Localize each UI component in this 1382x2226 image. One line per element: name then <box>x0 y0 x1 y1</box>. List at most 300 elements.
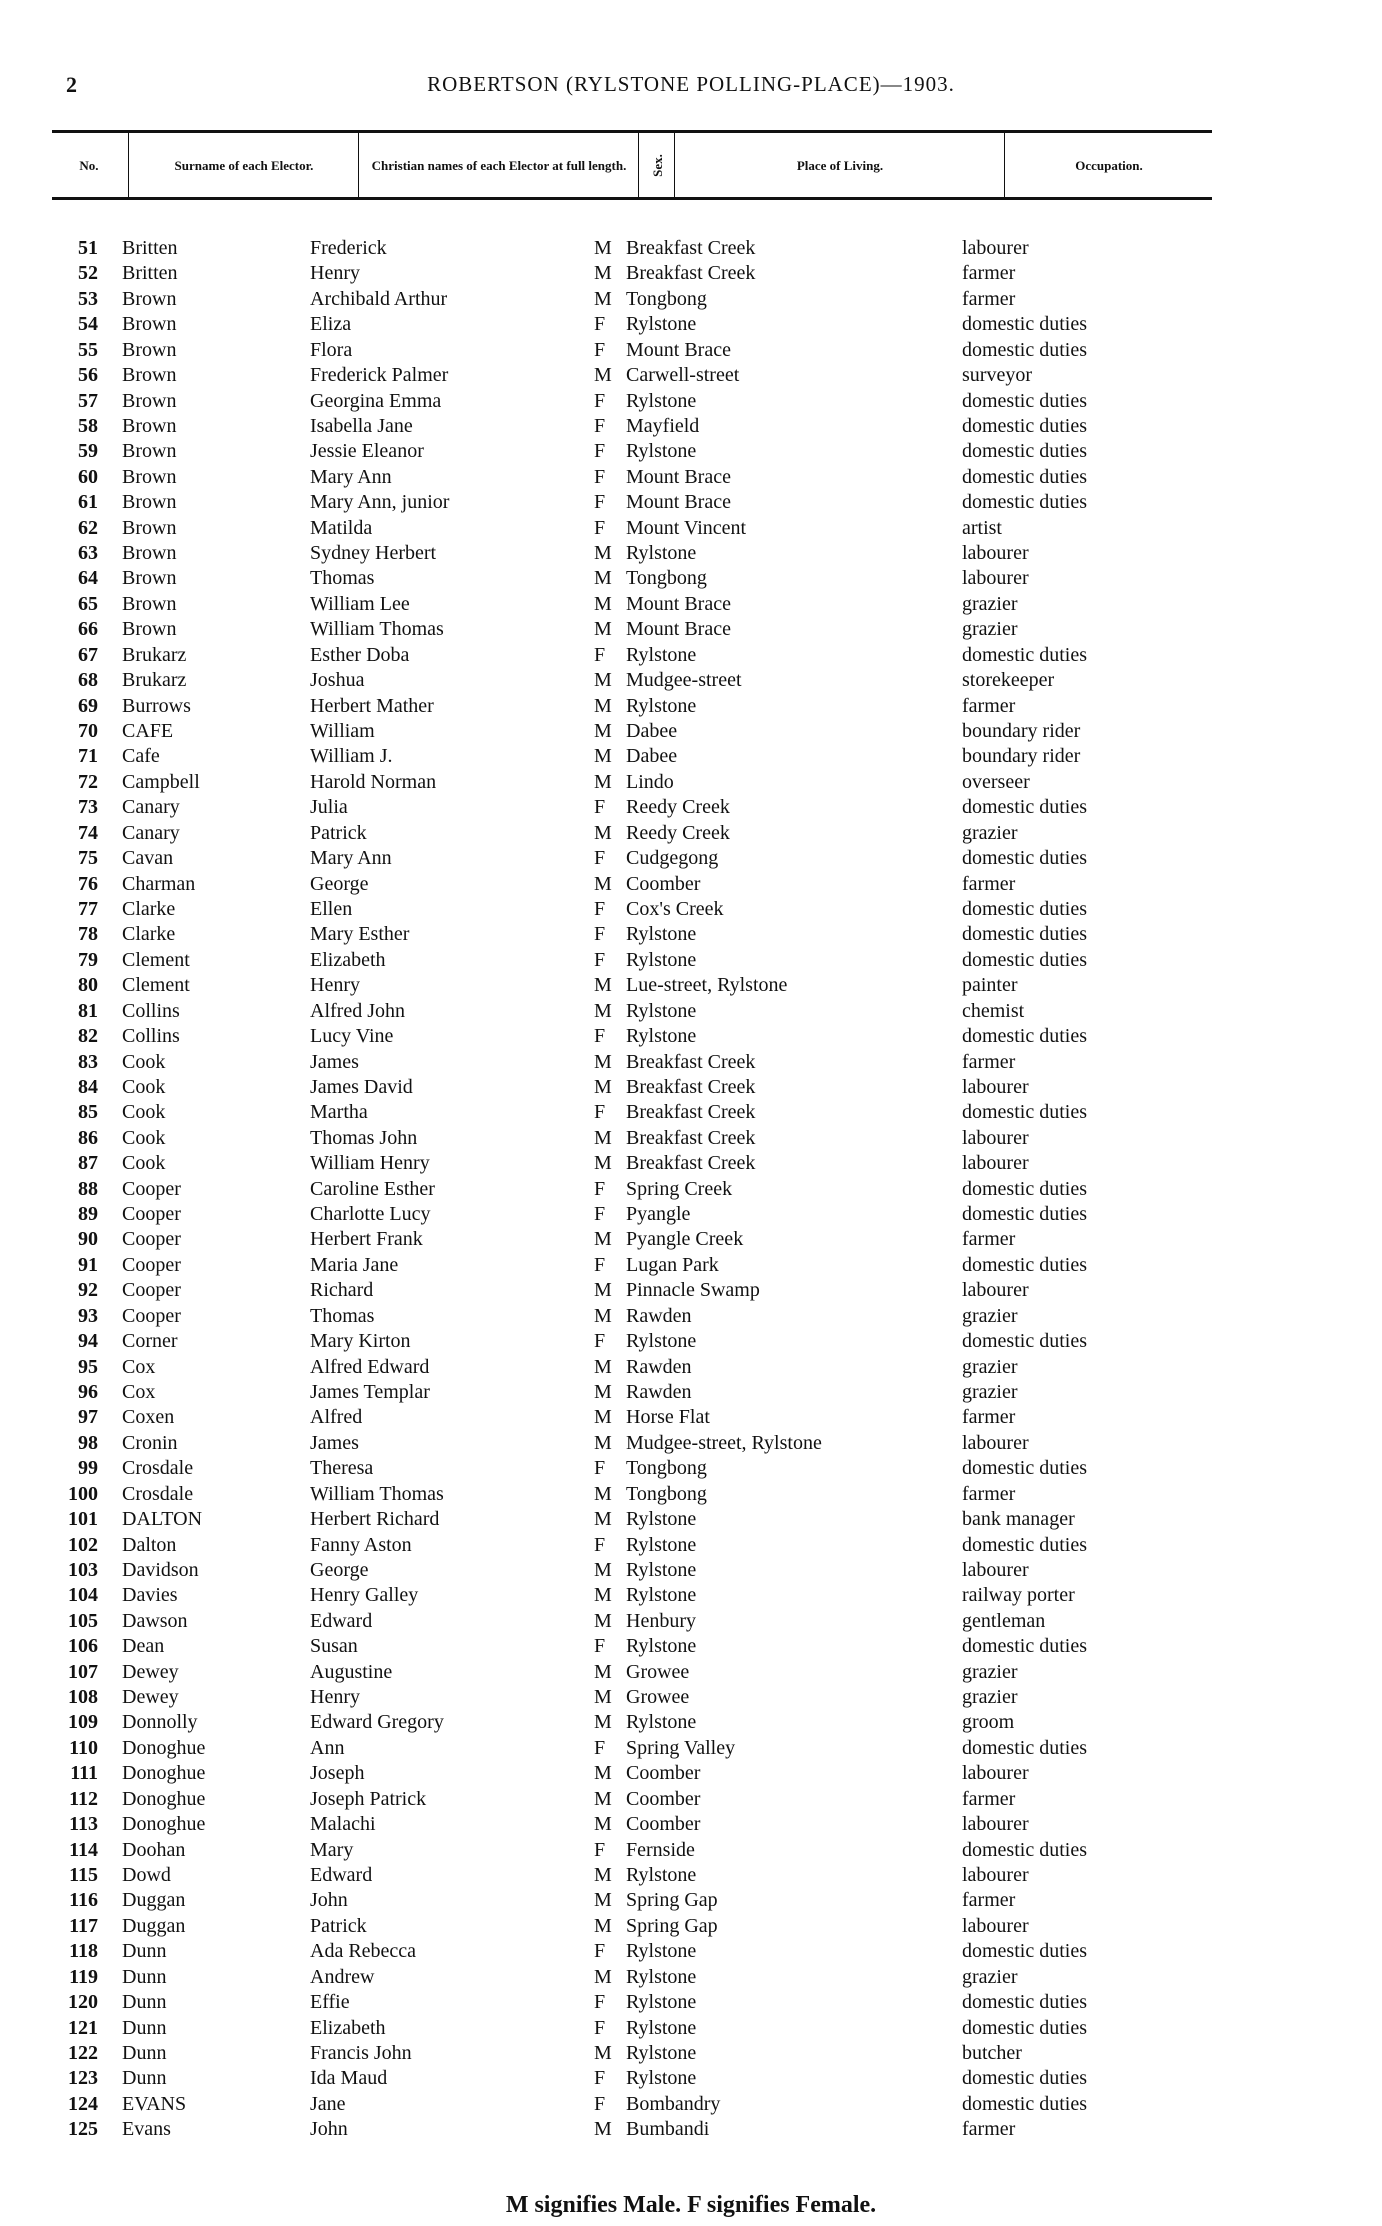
sex: F <box>594 465 606 488</box>
christian-names: John <box>310 1889 348 1912</box>
sex: F <box>594 1177 606 1200</box>
elector-number: 100 <box>68 1482 98 1505</box>
christian-names: Alfred <box>310 1406 363 1429</box>
elector-number: 55 <box>78 338 98 361</box>
elector-number: 117 <box>69 1914 98 1937</box>
christian-names: Patrick <box>310 1914 367 1937</box>
surname: Burrows <box>122 694 191 717</box>
occupation: grazier <box>962 1686 1018 1709</box>
elector-number: 83 <box>78 1050 98 1073</box>
elector-number: 87 <box>78 1152 98 1175</box>
sex: F <box>594 1330 606 1353</box>
sex: M <box>594 1431 612 1454</box>
sex: F <box>594 1940 606 1963</box>
surname: Donoghue <box>122 1813 206 1836</box>
sex: F <box>594 313 606 336</box>
place-of-living: Rylstone <box>626 1991 697 2014</box>
sex: M <box>594 1813 612 1836</box>
christian-names: Mary Esther <box>310 923 410 946</box>
table-row <box>0 1177 1382 1202</box>
elector-number: 51 <box>78 237 98 259</box>
place-of-living: Rylstone <box>626 2016 697 2039</box>
sex: M <box>594 567 612 590</box>
occupation: domestic duties <box>962 2016 1087 2039</box>
christian-names: Julia <box>310 796 348 819</box>
elector-number: 98 <box>78 1431 98 1454</box>
surname: Cooper <box>122 1279 181 1302</box>
elector-number: 70 <box>78 720 98 743</box>
sex: M <box>594 262 612 285</box>
christian-names: Mary Ann <box>310 847 392 870</box>
occupation: domestic duties <box>962 923 1087 946</box>
occupation: grazier <box>962 618 1018 641</box>
christian-names: Charlotte Lucy <box>310 1203 431 1226</box>
elector-number: 115 <box>69 1864 98 1886</box>
elector-number: 104 <box>68 1584 98 1607</box>
sex: M <box>594 1609 612 1632</box>
place-of-living: Rylstone <box>626 542 697 565</box>
table-row <box>0 1202 1382 1227</box>
table-row <box>0 1126 1382 1151</box>
surname: Dean <box>122 1635 165 1658</box>
elector-number: 76 <box>78 872 98 895</box>
occupation: domestic duties <box>962 897 1087 920</box>
surname: Brown <box>122 516 177 539</box>
table-row <box>0 1533 1382 1558</box>
elector-number: 105 <box>68 1609 98 1632</box>
christian-names: Herbert Mather <box>310 694 434 717</box>
sex: F <box>594 1457 606 1480</box>
place-of-living: Pinnacle Swamp <box>626 1279 760 1302</box>
sex: M <box>594 618 612 641</box>
christian-names: James David <box>310 1075 413 1098</box>
christian-names: Ada Rebecca <box>310 1940 417 1963</box>
place-of-living: Rylstone <box>626 440 697 463</box>
sex: M <box>594 1965 612 1988</box>
table-row <box>0 948 1382 973</box>
occupation: labourer <box>962 1762 1029 1785</box>
surname: Donoghue <box>122 1736 206 1759</box>
place-of-living: Rylstone <box>626 1711 697 1734</box>
table-row <box>0 363 1382 388</box>
surname: Cooper <box>122 1203 181 1226</box>
place-of-living: Rylstone <box>626 1635 697 1658</box>
table-row <box>0 1024 1382 1049</box>
occupation: domestic duties <box>962 2092 1087 2115</box>
table-row <box>0 2041 1382 2066</box>
elector-number: 110 <box>69 1736 98 1759</box>
surname: Donoghue <box>122 1762 206 1785</box>
table-row <box>0 1100 1382 1125</box>
sex: F <box>594 1635 606 1658</box>
elector-number: 91 <box>78 1253 98 1276</box>
place-of-living: Rawden <box>626 1355 692 1378</box>
place-of-living: Reedy Creek <box>626 821 730 844</box>
surname: Crosdale <box>122 1482 194 1505</box>
table-row <box>0 1838 1382 1863</box>
elector-number: 118 <box>69 1940 98 1963</box>
elector-number: 96 <box>78 1380 98 1403</box>
occupation: domestic duties <box>962 1991 1087 2014</box>
christian-names: Lucy Vine <box>310 1025 394 1048</box>
christian-names: William Thomas <box>310 618 444 641</box>
surname: Brown <box>122 592 177 615</box>
christian-names: Frederick <box>310 237 387 259</box>
surname: Corner <box>122 1330 178 1353</box>
sex: F <box>594 414 606 437</box>
elector-number: 113 <box>69 1813 98 1836</box>
elector-number: 112 <box>69 1787 98 1810</box>
page-number: 2 <box>66 72 77 97</box>
sex: F <box>594 1025 606 1048</box>
sex: M <box>594 1482 612 1505</box>
page-title: ROBERTSON (RYLSTONE POLLING-PLACE)—1903. <box>427 72 955 96</box>
electors-table <box>0 236 1382 2143</box>
place-of-living: Tongbong <box>626 567 707 590</box>
surname: Crosdale <box>122 1457 194 1480</box>
occupation: domestic duties <box>962 1025 1087 1048</box>
elector-number: 106 <box>68 1635 98 1658</box>
table-row <box>0 1278 1382 1303</box>
elector-number: 56 <box>78 364 98 387</box>
elector-number: 61 <box>78 491 98 514</box>
elector-number: 99 <box>78 1457 98 1480</box>
surname: Brown <box>122 440 177 463</box>
sex: M <box>594 1508 612 1531</box>
elector-number: 69 <box>78 694 98 717</box>
occupation: domestic duties <box>962 1533 1087 1556</box>
sex: M <box>594 2118 612 2141</box>
elector-number: 109 <box>68 1711 98 1734</box>
sex: F <box>594 1736 606 1759</box>
occupation: domestic duties <box>962 796 1087 819</box>
surname: Cook <box>122 1050 166 1073</box>
christian-names: Herbert Richard <box>310 1508 440 1531</box>
table-row <box>0 439 1382 464</box>
elector-number: 72 <box>78 770 98 793</box>
surname: Britten <box>122 237 178 259</box>
elector-number: 85 <box>78 1101 98 1124</box>
table-row <box>0 1405 1382 1430</box>
place-of-living: Rylstone <box>626 948 697 971</box>
place-of-living: Bombandry <box>626 2092 721 2115</box>
sex: M <box>594 1355 612 1378</box>
table-row <box>0 592 1382 617</box>
christian-names: Mary Ann <box>310 465 392 488</box>
occupation: domestic duties <box>962 440 1087 463</box>
place-of-living: Rylstone <box>626 1508 697 1531</box>
christian-names: Esther Doba <box>310 643 410 666</box>
elector-number: 74 <box>78 821 98 844</box>
place-of-living: Breakfast Creek <box>626 1050 756 1073</box>
occupation: grazier <box>962 1355 1018 1378</box>
christian-names: James Templar <box>310 1380 430 1403</box>
table-row <box>0 414 1382 439</box>
occupation: domestic duties <box>962 1177 1087 1200</box>
occupation: grazier <box>962 1304 1018 1327</box>
surname: CAFE <box>122 720 174 743</box>
elector-number: 107 <box>68 1660 98 1683</box>
table-row <box>0 795 1382 820</box>
table-row <box>0 1710 1382 1735</box>
occupation: farmer <box>962 1228 1016 1251</box>
christian-names: Henry <box>310 1686 360 1709</box>
surname: Charman <box>122 872 196 895</box>
place-of-living: Cudgegong <box>626 847 719 870</box>
table-row <box>0 1787 1382 1812</box>
table-row <box>0 1990 1382 2015</box>
elector-number: 93 <box>78 1304 98 1327</box>
table-row <box>0 1888 1382 1913</box>
christian-names: Edward <box>310 1864 373 1886</box>
place-of-living: Reedy Creek <box>626 796 730 819</box>
elector-number: 125 <box>68 2118 98 2141</box>
surname: Cooper <box>122 1228 181 1251</box>
christian-names: Caroline Esther <box>310 1177 435 1200</box>
christian-names: Henry <box>310 974 360 997</box>
place-of-living: Breakfast Creek <box>626 237 756 259</box>
christian-names: Matilda <box>310 516 373 539</box>
occupation: artist <box>962 516 1002 539</box>
surname: Cook <box>122 1101 166 1124</box>
place-of-living: Breakfast Creek <box>626 1152 756 1175</box>
christian-names: Ann <box>310 1736 345 1759</box>
occupation: farmer <box>962 694 1016 717</box>
sex: M <box>594 1126 612 1149</box>
christian-names: Elizabeth <box>310 948 386 971</box>
surname: Dunn <box>122 2016 167 2039</box>
christian-names: Herbert Frank <box>310 1228 423 1251</box>
surname: Brown <box>122 618 177 641</box>
christian-names: Edward Gregory <box>310 1711 444 1734</box>
table-row <box>0 1253 1382 1278</box>
surname: Cafe <box>122 745 160 768</box>
place-of-living: Rylstone <box>626 313 697 336</box>
elector-number: 79 <box>78 948 98 971</box>
occupation: labourer <box>962 1126 1029 1149</box>
surname: Cook <box>122 1152 166 1175</box>
sex: M <box>594 1787 612 1810</box>
place-of-living: Rawden <box>626 1304 692 1327</box>
surname: Evans <box>122 2118 171 2141</box>
christian-names: Harold Norman <box>310 770 437 793</box>
sex: F <box>594 491 606 514</box>
place-of-living: Rylstone <box>626 1558 697 1581</box>
elector-number: 75 <box>78 847 98 870</box>
occupation: domestic duties <box>962 338 1087 361</box>
christian-names: Joshua <box>310 669 365 692</box>
surname: Brukarz <box>122 669 187 692</box>
elector-number: 108 <box>68 1686 98 1709</box>
occupation: labourer <box>962 237 1029 259</box>
table-row <box>0 1151 1382 1176</box>
elector-number: 64 <box>78 567 98 590</box>
elector-number: 122 <box>68 2041 98 2064</box>
occupation: grazier <box>962 821 1018 844</box>
christian-names: Frederick Palmer <box>310 364 449 387</box>
table-row <box>0 1583 1382 1608</box>
surname: Dunn <box>122 1965 167 1988</box>
place-of-living: Rylstone <box>626 694 697 717</box>
table-row <box>0 1304 1382 1329</box>
table-row <box>0 1914 1382 1939</box>
table-row <box>0 2016 1382 2041</box>
sex: M <box>594 720 612 743</box>
occupation: labourer <box>962 1813 1029 1836</box>
sex: M <box>594 542 612 565</box>
table-row <box>0 541 1382 566</box>
occupation: labourer <box>962 1558 1029 1581</box>
elector-number: 86 <box>78 1126 98 1149</box>
christian-names: James <box>310 1431 359 1454</box>
sex: M <box>594 669 612 692</box>
sex: M <box>594 999 612 1022</box>
christian-names: William Thomas <box>310 1482 444 1505</box>
christian-names: Joseph Patrick <box>310 1787 427 1810</box>
occupation: domestic duties <box>962 2067 1087 2090</box>
table-row <box>0 1863 1382 1888</box>
surname: Dowd <box>122 1864 171 1886</box>
sex: M <box>594 1558 612 1581</box>
surname: Duggan <box>122 1914 186 1937</box>
sex: F <box>594 796 606 819</box>
occupation: farmer <box>962 1482 1016 1505</box>
place-of-living: Rylstone <box>626 999 697 1022</box>
sex: M <box>594 745 612 768</box>
elector-number: 80 <box>78 974 98 997</box>
place-of-living: Lue-street, Rylstone <box>626 974 788 997</box>
sex: F <box>594 643 606 666</box>
table-row <box>0 1431 1382 1456</box>
christian-names: William <box>310 720 375 743</box>
surname: Cook <box>122 1075 166 1098</box>
sex: F <box>594 1253 606 1276</box>
sex-legend: M signifies Male. F signifies Female. <box>505 2192 877 2218</box>
sex: M <box>594 1686 612 1709</box>
place-of-living: Rylstone <box>626 1965 697 1988</box>
place-of-living: Pyangle Creek <box>626 1228 744 1251</box>
place-of-living: Mount Brace <box>626 592 731 615</box>
christian-names: Henry Galley <box>310 1584 419 1607</box>
elector-number: 114 <box>69 1838 98 1861</box>
surname: Brown <box>122 414 177 437</box>
occupation: domestic duties <box>962 1330 1087 1353</box>
sex: F <box>594 516 606 539</box>
surname: Dunn <box>122 2041 167 2064</box>
table-row <box>0 617 1382 642</box>
occupation: labourer <box>962 567 1029 590</box>
column-sex <box>638 133 675 197</box>
occupation: farmer <box>962 1406 1016 1429</box>
elector-number: 88 <box>78 1177 98 1200</box>
elector-number: 82 <box>78 1025 98 1048</box>
sex: M <box>594 1889 612 1912</box>
elector-number: 71 <box>78 745 98 768</box>
place-of-living: Rawden <box>626 1380 692 1403</box>
place-of-living: Mount Vincent <box>626 516 747 539</box>
elector-number: 81 <box>78 999 98 1022</box>
surname: Clarke <box>122 897 176 920</box>
christian-names: Jane <box>310 2092 346 2115</box>
elector-number: 124 <box>68 2092 98 2115</box>
occupation: domestic duties <box>962 1457 1087 1480</box>
sex: M <box>594 1152 612 1175</box>
sex: F <box>594 923 606 946</box>
occupation: grazier <box>962 592 1018 615</box>
christian-names: Malachi <box>310 1813 376 1836</box>
christian-names: Mary <box>310 1838 354 1861</box>
place-of-living: Dabee <box>626 745 678 768</box>
place-of-living: Mudgee-street, Rylstone <box>626 1431 822 1454</box>
christian-names: Alfred John <box>310 999 405 1022</box>
table-row <box>0 1812 1382 1837</box>
table-row <box>0 1355 1382 1380</box>
elector-number: 92 <box>78 1279 98 1302</box>
surname: Brown <box>122 542 177 565</box>
occupation: labourer <box>962 1864 1029 1886</box>
sex: M <box>594 237 612 259</box>
christian-names: Flora <box>310 338 353 361</box>
occupation: surveyor <box>962 364 1032 387</box>
sex: M <box>594 1075 612 1098</box>
christian-names: Archibald Arthur <box>310 287 448 310</box>
surname: Brown <box>122 338 177 361</box>
sex: M <box>594 1304 612 1327</box>
table-row <box>0 2092 1382 2117</box>
sex: M <box>594 1914 612 1937</box>
christian-names: William Henry <box>310 1152 430 1175</box>
elector-number: 121 <box>68 2016 98 2039</box>
table-row <box>0 490 1382 515</box>
place-of-living: Breakfast Creek <box>626 1101 756 1124</box>
occupation: boundary rider <box>962 745 1081 768</box>
occupation: labourer <box>962 1914 1029 1937</box>
sex: F <box>594 1203 606 1226</box>
table-row <box>0 872 1382 897</box>
table-row <box>0 1456 1382 1481</box>
surname: Cronin <box>122 1431 178 1454</box>
table-row <box>0 719 1382 744</box>
sex: F <box>594 948 606 971</box>
sex: M <box>594 872 612 895</box>
table-row <box>0 312 1382 337</box>
sex: F <box>594 2016 606 2039</box>
surname: Collins <box>122 1025 180 1048</box>
column-surname: Surname of each Elector. <box>128 133 359 197</box>
elector-number: 111 <box>70 1762 98 1785</box>
elector-number: 58 <box>78 414 98 437</box>
christian-names: Alfred Edward <box>310 1355 430 1378</box>
table-row <box>0 1761 1382 1786</box>
place-of-living: Mayfield <box>626 414 700 437</box>
occupation: boundary rider <box>962 720 1081 743</box>
elector-number: 54 <box>78 313 98 336</box>
place-of-living: Rylstone <box>626 923 697 946</box>
place-of-living: Mount Brace <box>626 491 731 514</box>
place-of-living: Tongbong <box>626 287 707 310</box>
sex: M <box>594 287 612 310</box>
sex: M <box>594 1050 612 1073</box>
occupation: labourer <box>962 1279 1029 1302</box>
table-row <box>0 744 1382 769</box>
surname: Cavan <box>122 847 174 870</box>
occupation: farmer <box>962 872 1016 895</box>
elector-number: 116 <box>69 1889 98 1912</box>
occupation: painter <box>962 974 1018 997</box>
place-of-living: Rylstone <box>626 389 697 412</box>
occupation: farmer <box>962 1787 1016 1810</box>
place-of-living: Coomber <box>626 1813 701 1836</box>
